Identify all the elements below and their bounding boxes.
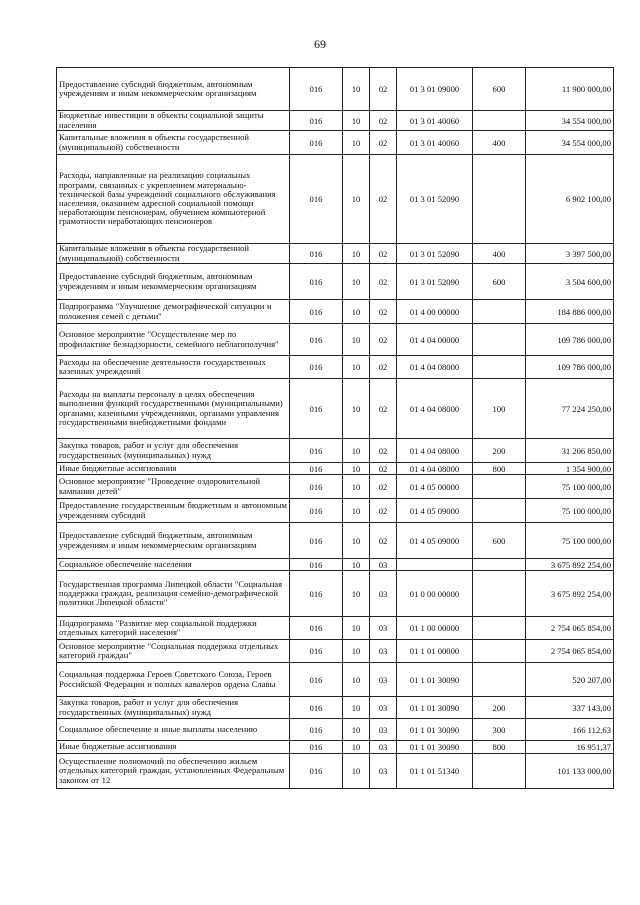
row-amount: 75 100 000,00 <box>526 475 614 499</box>
row-target-article: 01 1 01 30090 <box>397 719 473 741</box>
row-ministry-code: 016 <box>290 475 343 499</box>
table-row <box>57 463 614 475</box>
row-name: Расходы на выплаты персоналу в целях обеспечения выполнения функций государственными (муниципальными) органами, казенными учреждениями, органами управления государственными внебюджетными фондами <box>57 379 290 439</box>
row-section: 10 <box>343 264 370 300</box>
row-name: Бюджетные инвестиции в объекты социальной защиты населения <box>57 111 290 131</box>
row-name: Основное мероприятие "Социальная поддержка отдельных категорий граждан" <box>57 640 290 663</box>
row-expense-type <box>473 499 526 523</box>
row-name: Подпрограмма "Улучшение демографической ситуации и положения семей с детьми" <box>57 300 290 324</box>
row-subsection: 02 <box>370 475 397 499</box>
row-expense-type: 200 <box>473 439 526 463</box>
row-target-article: 01 3 01 40060 <box>397 131 473 155</box>
row-name: Иные бюджетные ассигнования <box>57 741 290 754</box>
row-subsection: 03 <box>370 571 397 617</box>
row-ministry-code: 016 <box>290 244 343 264</box>
row-subsection: 02 <box>370 439 397 463</box>
row-expense-type <box>473 300 526 324</box>
row-name: Основное мероприятие "Осуществление мер по профилактике безнадзорности, семейного неблагополучия" <box>57 324 290 356</box>
row-subsection: 02 <box>370 111 397 131</box>
row-target-article: 01 3 01 52090 <box>397 244 473 264</box>
table-row <box>57 264 614 300</box>
row-subsection: 02 <box>370 300 397 324</box>
row-target-article: 01 3 01 40060 <box>397 111 473 131</box>
budget-table-body <box>57 68 614 789</box>
row-expense-type: 400 <box>473 244 526 264</box>
row-name: Иные бюджетные ассигнования <box>57 463 290 475</box>
row-expense-type <box>473 571 526 617</box>
row-ministry-code: 016 <box>290 617 343 640</box>
row-section: 10 <box>343 131 370 155</box>
row-name: Социальное обеспечение и иные выплаты населению <box>57 719 290 741</box>
row-ministry-code: 016 <box>290 697 343 719</box>
row-expense-type: 800 <box>473 741 526 754</box>
row-subsection: 02 <box>370 264 397 300</box>
row-ministry-code: 016 <box>290 68 343 111</box>
row-expense-type <box>473 640 526 663</box>
row-name: Социальная поддержка Героев Советского Союза, Героев Российской Федерации и полных кавалеров ордена Славы <box>57 663 290 697</box>
row-target-article: 01 4 05 09000 <box>397 499 473 523</box>
row-subsection: 02 <box>370 68 397 111</box>
row-amount: 31 206 850,00 <box>526 439 614 463</box>
row-subsection: 02 <box>370 463 397 475</box>
row-section: 10 <box>343 697 370 719</box>
row-expense-type: 400 <box>473 131 526 155</box>
table-row <box>57 499 614 523</box>
row-name: Подпрограмма "Развитие мер социальной поддержки отдельных категорий населения" <box>57 617 290 640</box>
row-ministry-code: 016 <box>290 439 343 463</box>
row-subsection: 02 <box>370 499 397 523</box>
row-target-article: 01 3 01 52090 <box>397 264 473 300</box>
row-amount: 520 207,00 <box>526 663 614 697</box>
row-target-article: 01 1 01 30090 <box>397 741 473 754</box>
row-section: 10 <box>343 571 370 617</box>
row-target-article: 01 4 05 00000 <box>397 475 473 499</box>
row-target-article: 01 4 04 00000 <box>397 324 473 356</box>
table-row <box>57 754 614 789</box>
row-section: 10 <box>343 640 370 663</box>
row-expense-type <box>473 111 526 131</box>
row-ministry-code: 016 <box>290 663 343 697</box>
row-expense-type: 600 <box>473 523 526 559</box>
row-subsection: 02 <box>370 155 397 244</box>
row-name: Осуществление полномочий по обеспечению жильем отдельных категорий граждан, установленных Федеральным законом от 12 <box>57 754 290 789</box>
row-ministry-code: 016 <box>290 356 343 379</box>
row-amount: 34 554 000,00 <box>526 131 614 155</box>
row-expense-type: 800 <box>473 463 526 475</box>
row-subsection: 03 <box>370 697 397 719</box>
page-number: 69 <box>314 37 326 51</box>
row-expense-type <box>473 475 526 499</box>
row-amount: 75 100 000,00 <box>526 523 614 559</box>
row-name: Расходы, направленные на реализацию социальных программ, связанных с укреплением материально-технической базы учреждений социального обслуживания населения, оказанием адресной социальной помощи неработающим пенсионерам, обучением компьютерной грамотности неработающих пенсионеров <box>57 155 290 244</box>
row-target-article: 01 4 04 08000 <box>397 356 473 379</box>
row-amount: 1 354 900,00 <box>526 463 614 475</box>
table-row <box>57 559 614 571</box>
table-row <box>57 379 614 439</box>
row-subsection: 03 <box>370 663 397 697</box>
row-subsection: 03 <box>370 754 397 789</box>
row-target-article: 01 1 01 51340 <box>397 754 473 789</box>
table-row <box>57 741 614 754</box>
table-row <box>57 155 614 244</box>
table-row <box>57 324 614 356</box>
table-row <box>57 244 614 264</box>
row-ministry-code: 016 <box>290 155 343 244</box>
row-amount: 101 133 000,00 <box>526 754 614 789</box>
row-section: 10 <box>343 559 370 571</box>
row-target-article: 01 4 05 09000 <box>397 523 473 559</box>
row-name: Основное мероприятие "Проведение оздоровительной кампании детей" <box>57 475 290 499</box>
row-section: 10 <box>343 754 370 789</box>
table-row <box>57 68 614 111</box>
row-subsection: 02 <box>370 324 397 356</box>
row-expense-type <box>473 356 526 379</box>
row-amount: 109 786 000,00 <box>526 324 614 356</box>
table-row <box>57 439 614 463</box>
row-ministry-code: 016 <box>290 264 343 300</box>
table-row <box>57 131 614 155</box>
row-section: 10 <box>343 741 370 754</box>
row-name: Закупка товаров, работ и услуг для обеспечения государственных (муниципальных) нужд <box>57 439 290 463</box>
row-section: 10 <box>343 663 370 697</box>
row-ministry-code: 016 <box>290 741 343 754</box>
row-target-article: 01 3 01 09000 <box>397 68 473 111</box>
row-section: 10 <box>343 111 370 131</box>
row-amount: 3 397 500,00 <box>526 244 614 264</box>
table-row <box>57 475 614 499</box>
row-name: Предоставление субсидий бюджетным, автономным учреждениям и иным некоммерческим организациям <box>57 264 290 300</box>
table-row <box>57 640 614 663</box>
row-amount: 11 900 000,00 <box>526 68 614 111</box>
row-section: 10 <box>343 439 370 463</box>
row-amount: 3 675 892 254,00 <box>526 571 614 617</box>
row-target-article <box>397 559 473 571</box>
row-ministry-code: 016 <box>290 754 343 789</box>
row-target-article: 01 4 04 08000 <box>397 379 473 439</box>
row-ministry-code: 016 <box>290 640 343 663</box>
table-row <box>57 719 614 741</box>
row-section: 10 <box>343 379 370 439</box>
row-amount: 337 143,00 <box>526 697 614 719</box>
row-name: Социальное обеспечение населения <box>57 559 290 571</box>
row-amount: 184 886 000,00 <box>526 300 614 324</box>
table-row <box>57 617 614 640</box>
row-amount: 6 902 100,00 <box>526 155 614 244</box>
table-row <box>57 663 614 697</box>
row-amount: 3 675 892 254,00 <box>526 559 614 571</box>
row-name: Предоставление субсидий бюджетным, автономным учреждениям и иным некоммерческим организациям <box>57 68 290 111</box>
row-target-article: 01 4 04 08000 <box>397 439 473 463</box>
row-amount: 109 786 000,00 <box>526 356 614 379</box>
row-expense-type: 300 <box>473 719 526 741</box>
row-amount: 2 754 065 854,00 <box>526 640 614 663</box>
row-ministry-code: 016 <box>290 131 343 155</box>
table-row <box>57 571 614 617</box>
row-ministry-code: 016 <box>290 111 343 131</box>
table-row <box>57 697 614 719</box>
row-name: Закупка товаров, работ и услуг для обеспечения государственных (муниципальных) нужд <box>57 697 290 719</box>
table-row <box>57 300 614 324</box>
row-ministry-code: 016 <box>290 379 343 439</box>
row-name: Расходы на обеспечение деятельности государственных казенных учреждений <box>57 356 290 379</box>
row-amount: 166 112,63 <box>526 719 614 741</box>
row-expense-type <box>473 617 526 640</box>
row-expense-type <box>473 754 526 789</box>
row-expense-type <box>473 324 526 356</box>
row-section: 10 <box>343 300 370 324</box>
table-row <box>57 523 614 559</box>
row-expense-type <box>473 663 526 697</box>
row-expense-type <box>473 559 526 571</box>
row-section: 10 <box>343 499 370 523</box>
row-ministry-code: 016 <box>290 559 343 571</box>
row-subsection: 02 <box>370 523 397 559</box>
row-subsection: 02 <box>370 379 397 439</box>
row-ministry-code: 016 <box>290 499 343 523</box>
row-subsection: 02 <box>370 244 397 264</box>
row-ministry-code: 016 <box>290 324 343 356</box>
row-section: 10 <box>343 475 370 499</box>
row-name: Предоставление государственным бюджетным и автономным учреждениям субсидий <box>57 499 290 523</box>
row-name: Капитальные вложения в объекты государственной (муниципальной) собственности <box>57 131 290 155</box>
row-target-article: 01 1 00 00000 <box>397 617 473 640</box>
row-amount: 2 754 065 854,00 <box>526 617 614 640</box>
row-subsection: 03 <box>370 719 397 741</box>
row-name: Капитальные вложения в объекты государственной (муниципальной) собственности <box>57 244 290 264</box>
row-subsection: 02 <box>370 131 397 155</box>
row-section: 10 <box>343 68 370 111</box>
row-name: Предоставление субсидий бюджетным, автономным учреждениям и иным некоммерческим организациям <box>57 523 290 559</box>
row-amount: 34 554 000,00 <box>526 111 614 131</box>
row-target-article: 01 1 01 00000 <box>397 640 473 663</box>
row-target-article: 01 3 01 52090 <box>397 155 473 244</box>
row-section: 10 <box>343 244 370 264</box>
row-amount: 3 504 600,00 <box>526 264 614 300</box>
row-ministry-code: 016 <box>290 523 343 559</box>
table-row <box>57 111 614 131</box>
row-subsection: 03 <box>370 640 397 663</box>
row-amount: 77 224 250,00 <box>526 379 614 439</box>
row-amount: 16 951,37 <box>526 741 614 754</box>
row-subsection: 03 <box>370 741 397 754</box>
row-subsection: 03 <box>370 617 397 640</box>
row-target-article: 01 1 01 30090 <box>397 697 473 719</box>
row-expense-type: 100 <box>473 379 526 439</box>
row-expense-type: 200 <box>473 697 526 719</box>
row-name: Государственная программа Липецкой области "Социальная поддержка граждан, реализация семейно-демографической политики Липецкой области" <box>57 571 290 617</box>
row-section: 10 <box>343 523 370 559</box>
table-row <box>57 356 614 379</box>
row-section: 10 <box>343 617 370 640</box>
row-ministry-code: 016 <box>290 300 343 324</box>
row-section: 10 <box>343 719 370 741</box>
row-section: 10 <box>343 356 370 379</box>
row-ministry-code: 016 <box>290 571 343 617</box>
row-expense-type: 600 <box>473 68 526 111</box>
row-ministry-code: 016 <box>290 463 343 475</box>
row-target-article: 01 1 01 30090 <box>397 663 473 697</box>
row-subsection: 03 <box>370 559 397 571</box>
row-section: 10 <box>343 463 370 475</box>
row-subsection: 02 <box>370 356 397 379</box>
row-ministry-code: 016 <box>290 719 343 741</box>
row-expense-type <box>473 155 526 244</box>
budget-table <box>56 67 614 789</box>
row-section: 10 <box>343 155 370 244</box>
row-section: 10 <box>343 324 370 356</box>
row-expense-type: 600 <box>473 264 526 300</box>
row-amount: 75 100 000,00 <box>526 499 614 523</box>
row-target-article: 01 4 00 00000 <box>397 300 473 324</box>
row-target-article: 01 0 00 00000 <box>397 571 473 617</box>
row-target-article: 01 4 04 08000 <box>397 463 473 475</box>
